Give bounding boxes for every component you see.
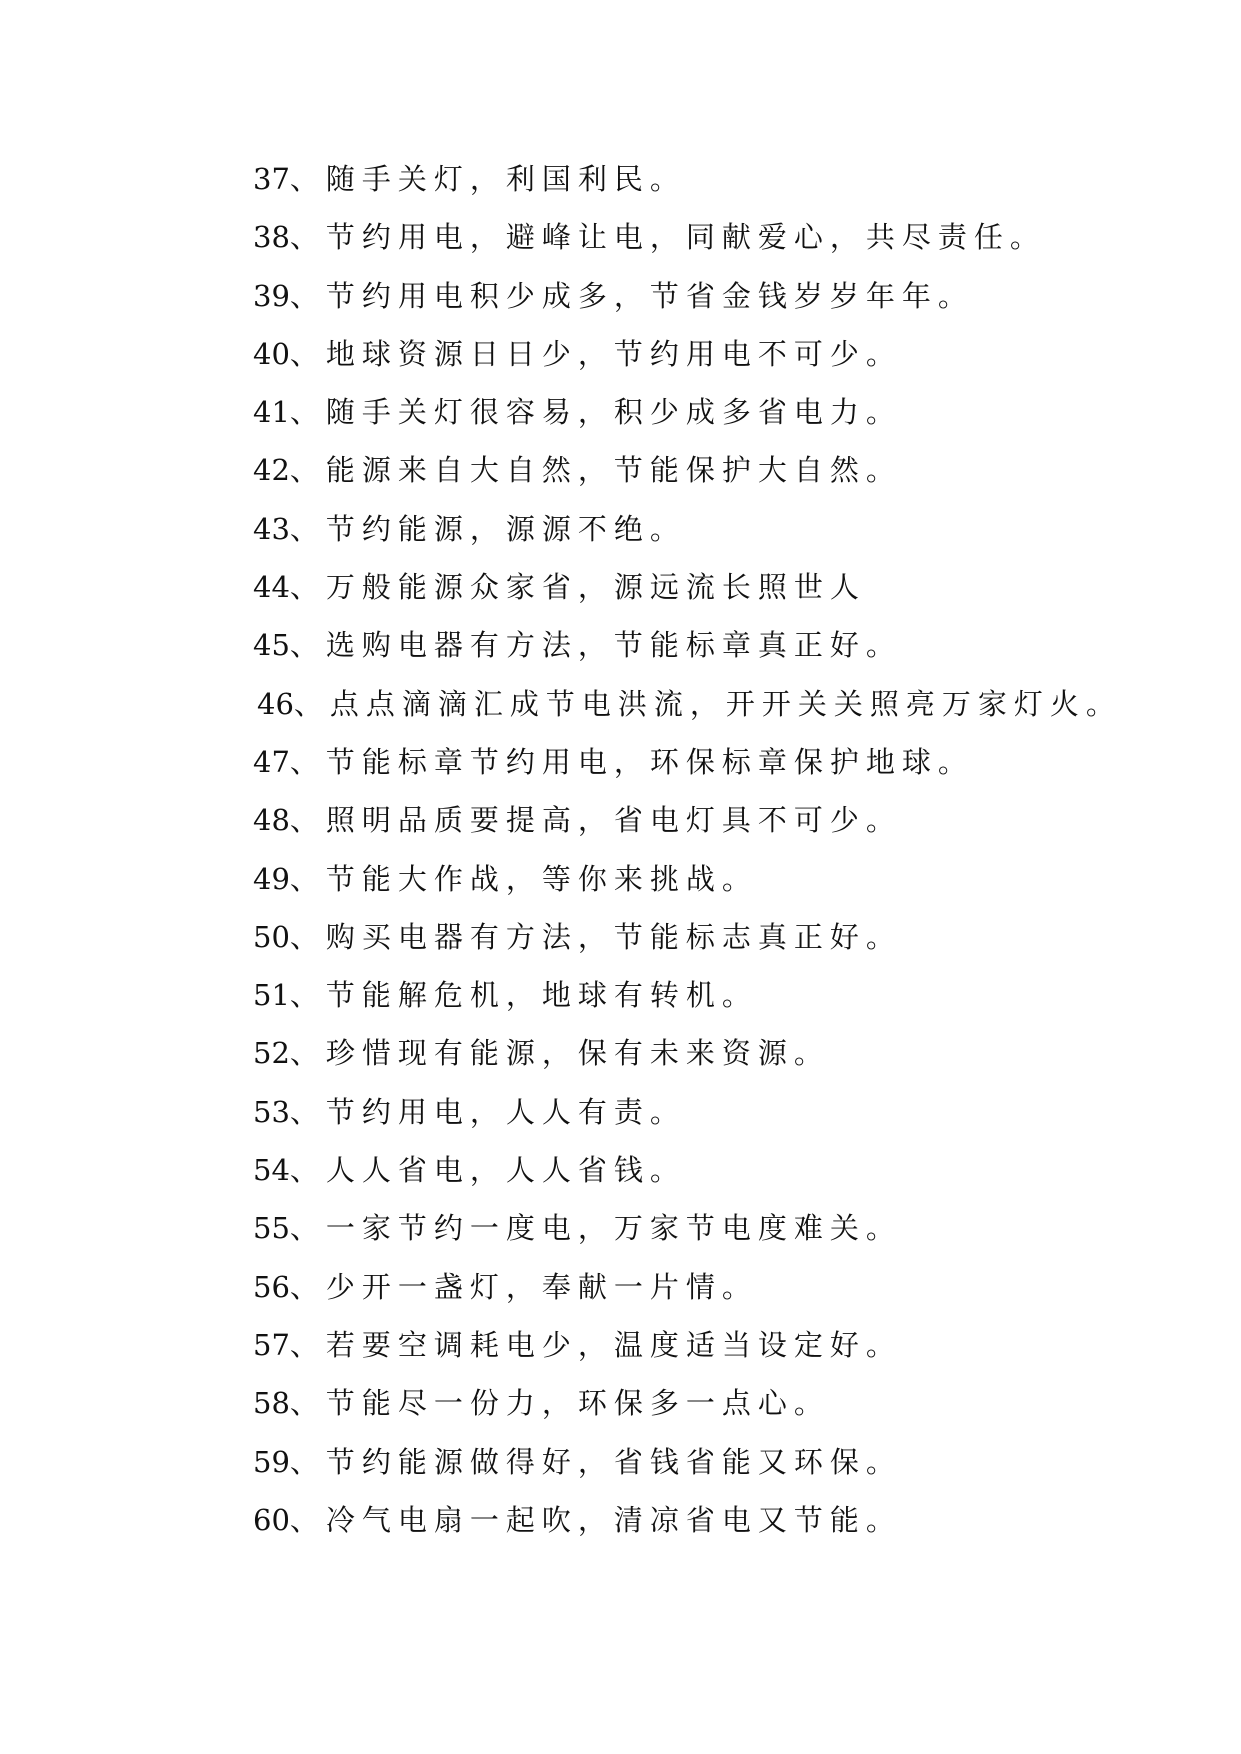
item-text: 、若要空调耗电少，温度适当设定好。 xyxy=(289,1327,902,1362)
item-number: 39 xyxy=(253,278,290,313)
list-item xyxy=(253,1326,1122,1384)
item-number: 56 xyxy=(253,1269,290,1304)
list-item xyxy=(253,510,1122,568)
item-text: 、珍惜现有能源，保有未来资源。 xyxy=(289,1036,830,1071)
list-item xyxy=(253,160,1122,218)
item-number: 47 xyxy=(253,744,290,779)
list-item xyxy=(253,393,1122,451)
item-number: 57 xyxy=(253,1327,290,1362)
list-item xyxy=(253,1093,1122,1151)
item-text: 、人人省电，人人省钱。 xyxy=(289,1153,686,1188)
list-item xyxy=(253,976,1122,1034)
item-number: 41 xyxy=(253,395,290,430)
item-text: 、节能尽一份力，环保多一点心。 xyxy=(289,1386,830,1421)
list-item xyxy=(253,451,1122,509)
item-text: 、能源来自大自然，节能保护大自然。 xyxy=(289,453,902,488)
item-text: 、选购电器有方法，节能标章真正好。 xyxy=(289,628,902,663)
list-item xyxy=(253,1384,1122,1442)
item-number: 40 xyxy=(253,336,290,371)
item-text: 、节约用电积少成多，节省金钱岁岁年年。 xyxy=(289,278,974,313)
item-number: 54 xyxy=(253,1153,290,1188)
item-text: 、节能标章节约用电，环保标章保护地球。 xyxy=(289,744,974,779)
list-item xyxy=(253,218,1122,276)
item-text: 、少开一盏灯，奉献一片情。 xyxy=(289,1269,758,1304)
item-number: 49 xyxy=(253,861,290,896)
item-number: 43 xyxy=(253,511,290,546)
list-item xyxy=(253,1268,1122,1326)
list-item xyxy=(253,1151,1122,1209)
item-text: 、一家节约一度电，万家节电度难关。 xyxy=(289,1211,902,1246)
list-item xyxy=(253,1034,1122,1092)
item-number: 50 xyxy=(253,919,290,954)
item-text: 、节能大作战，等你来挑战。 xyxy=(289,861,758,896)
item-number: 46 xyxy=(257,686,294,721)
list-item xyxy=(253,743,1122,801)
item-text: 、节能解危机，地球有转机。 xyxy=(289,978,758,1013)
list-item xyxy=(253,860,1122,918)
item-number: 52 xyxy=(253,1036,290,1071)
item-text: 、照明品质要提高，省电灯具不可少。 xyxy=(289,803,902,838)
list-item xyxy=(253,685,1122,743)
list-item xyxy=(253,918,1122,976)
item-text: 、节约能源，源源不绝。 xyxy=(289,511,686,546)
slogan-list xyxy=(253,160,1122,1559)
item-number: 37 xyxy=(253,162,290,196)
list-item xyxy=(253,626,1122,684)
item-number: 59 xyxy=(253,1444,290,1479)
item-number: 58 xyxy=(253,1386,290,1421)
item-number: 60 xyxy=(253,1502,290,1537)
item-number: 42 xyxy=(253,453,290,488)
item-number: 45 xyxy=(253,628,290,663)
item-text: 、随手关灯，利国利民。 xyxy=(289,162,686,196)
item-text: 、节约用电，人人有责。 xyxy=(289,1094,686,1129)
item-number: 55 xyxy=(253,1211,290,1246)
list-item xyxy=(253,1443,1122,1501)
item-text: 、购买电器有方法，节能标志真正好。 xyxy=(289,919,902,954)
item-text: 、冷气电扇一起吹，清凉省电又节能。 xyxy=(289,1502,902,1537)
list-item xyxy=(253,335,1122,393)
item-number: 38 xyxy=(253,220,290,255)
list-item xyxy=(253,277,1122,335)
item-number: 51 xyxy=(253,978,290,1013)
item-text: 、地球资源日日少，节约用电不可少。 xyxy=(289,336,902,371)
item-text: 、随手关灯很容易，积少成多省电力。 xyxy=(289,395,902,430)
item-number: 44 xyxy=(253,570,290,605)
list-item xyxy=(253,1501,1122,1559)
list-item xyxy=(253,1209,1122,1267)
list-item xyxy=(253,801,1122,859)
item-number: 53 xyxy=(253,1094,290,1129)
item-text: 、节约用电，避峰让电，同献爱心，共尽责任。 xyxy=(289,220,1046,255)
item-text: 、节约能源做得好，省钱省能又环保。 xyxy=(289,1444,902,1479)
item-number: 48 xyxy=(253,803,290,838)
list-item xyxy=(253,568,1122,626)
item-text: 、万般能源众家省，源远流长照世人 xyxy=(289,570,866,605)
item-text: 、点点滴滴汇成节电洪流，开开关关照亮万家灯火。 xyxy=(293,686,1122,721)
